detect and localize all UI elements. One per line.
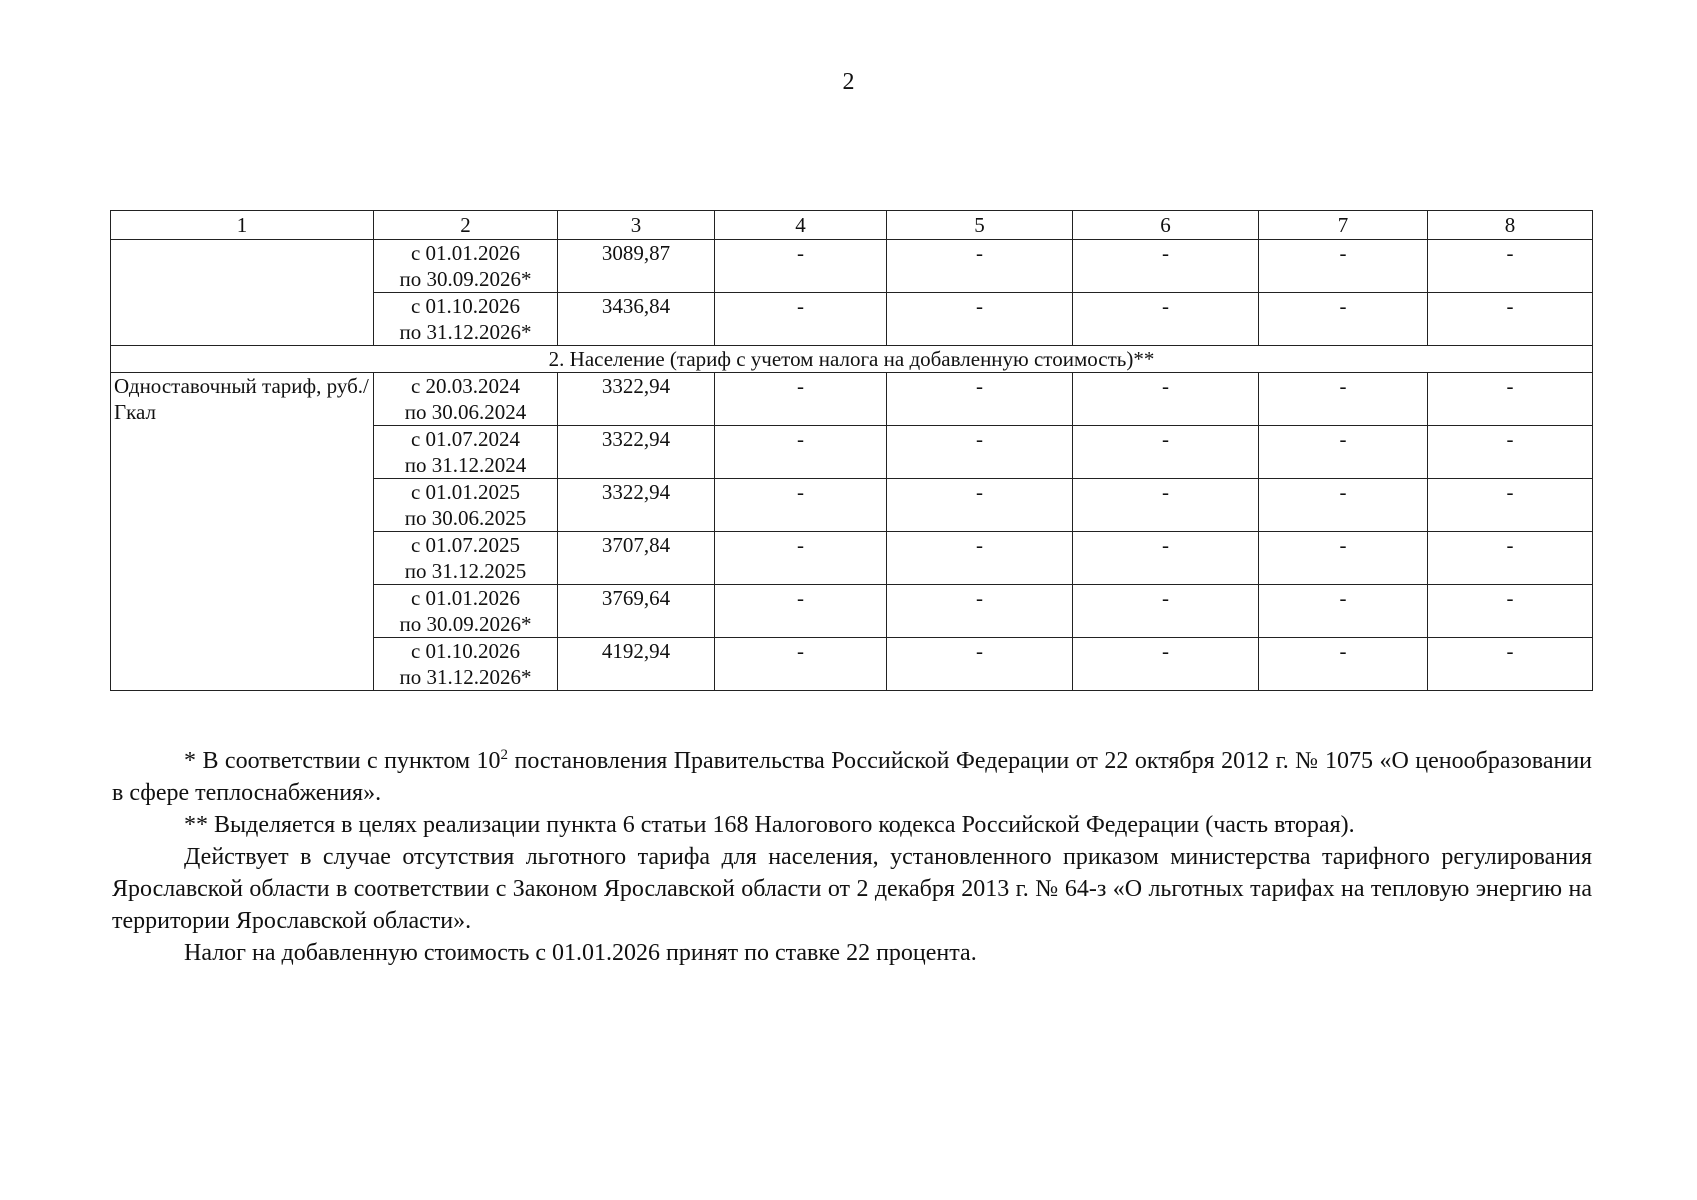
footnote-4: Налог на добавленную стоимость с 01.01.2026 принят по ставке 22 процента. bbox=[184, 940, 977, 966]
period-from: с 01.10.2026 bbox=[410, 294, 521, 318]
period-cell bbox=[374, 373, 558, 426]
dash-cell: - bbox=[887, 240, 1073, 293]
period-from: с 01.01.2025 bbox=[410, 480, 521, 504]
dash-cell: - bbox=[1073, 373, 1259, 426]
dash-cell: - bbox=[1259, 479, 1428, 532]
period-from: с 01.01.2026 bbox=[410, 241, 521, 265]
dash-cell: - bbox=[715, 293, 887, 346]
dash-cell: - bbox=[1259, 585, 1428, 638]
tariff-value: 3322,94 bbox=[558, 373, 715, 426]
dash-cell: - bbox=[887, 293, 1073, 346]
dash-cell: - bbox=[887, 638, 1073, 691]
dash-cell: - bbox=[1073, 479, 1259, 532]
column-number-header: 6 bbox=[1073, 211, 1259, 240]
dash-cell: - bbox=[1259, 293, 1428, 346]
tariff-value: 3089,87 bbox=[558, 240, 715, 293]
dash-cell: - bbox=[1428, 479, 1593, 532]
dash-cell: - bbox=[715, 585, 887, 638]
column-number-header: 4 bbox=[715, 211, 887, 240]
dash-cell: - bbox=[715, 532, 887, 585]
dash-cell: - bbox=[1073, 426, 1259, 479]
dash-cell: - bbox=[1073, 240, 1259, 293]
dash-cell: - bbox=[1259, 426, 1428, 479]
dash-cell: - bbox=[887, 532, 1073, 585]
period-from: с 01.01.2026 bbox=[410, 586, 521, 610]
dash-cell: - bbox=[715, 638, 887, 691]
column-number-header: 7 bbox=[1259, 211, 1428, 240]
period-from: с 01.10.2026 bbox=[410, 639, 521, 663]
dash-cell: - bbox=[1428, 638, 1593, 691]
dash-cell: - bbox=[887, 373, 1073, 426]
dash-cell: - bbox=[715, 426, 887, 479]
dash-cell: - bbox=[1428, 585, 1593, 638]
footnote-1-superscript: 2 bbox=[500, 747, 509, 763]
footnote-1 bbox=[112, 745, 1592, 809]
tariff-table-body bbox=[111, 211, 1593, 691]
period-cell bbox=[374, 532, 558, 585]
section-title: 2. Население (тариф с учетом налога на добавленную стоимость)** bbox=[111, 346, 1593, 373]
tariff-value: 4192,94 bbox=[558, 638, 715, 691]
period-to: по 30.09.2026* bbox=[399, 612, 532, 636]
dash-cell: - bbox=[887, 426, 1073, 479]
period-from: с 01.07.2025 bbox=[410, 533, 521, 557]
column-number-header: 2 bbox=[374, 211, 558, 240]
period-to: по 31.12.2026* bbox=[399, 665, 532, 689]
period-from: с 01.07.2024 bbox=[410, 427, 521, 451]
column-number-header: 1 bbox=[111, 211, 374, 240]
dash-cell: - bbox=[1428, 293, 1593, 346]
column-number-header: 5 bbox=[887, 211, 1073, 240]
column-number-header: 3 bbox=[558, 211, 715, 240]
period-to: по 30.06.2024 bbox=[404, 400, 527, 424]
empty-category-cell bbox=[111, 240, 374, 346]
period-cell bbox=[374, 585, 558, 638]
column-number-row bbox=[111, 211, 1593, 240]
footnote-3: Действует в случае отсутствия льготного тарифа для населения, установленного приказом министерства тарифного регулирования Ярославской области в соответствии с Законом Ярославской области от 2 декабря 2013 г. № 64-з «О льготных тарифах на тепловую энергию на территории Ярославской области». bbox=[112, 844, 1592, 934]
period-to: по 31.12.2026* bbox=[399, 320, 532, 344]
footnote-1-start: * В соответствии с пунктом 10 bbox=[184, 748, 501, 774]
tariff-value: 3322,94 bbox=[558, 426, 715, 479]
period-to: по 30.09.2026* bbox=[399, 267, 532, 291]
dash-cell: - bbox=[1428, 426, 1593, 479]
dash-cell: - bbox=[1259, 373, 1428, 426]
period-to: по 30.06.2025 bbox=[404, 506, 527, 530]
dash-cell: - bbox=[715, 240, 887, 293]
page-number: 2 bbox=[842, 69, 855, 95]
dash-cell: - bbox=[887, 585, 1073, 638]
period-from: с 20.03.2024 bbox=[410, 374, 521, 398]
period-cell bbox=[374, 293, 558, 346]
dash-cell: - bbox=[1259, 532, 1428, 585]
dash-cell: - bbox=[1428, 240, 1593, 293]
table-row bbox=[111, 373, 1593, 426]
dash-cell: - bbox=[1073, 638, 1259, 691]
footnotes bbox=[112, 745, 1592, 969]
period-to: по 31.12.2024 bbox=[404, 453, 527, 477]
dash-cell: - bbox=[1073, 585, 1259, 638]
tariff-table bbox=[110, 210, 1593, 691]
tariff-value: 3436,84 bbox=[558, 293, 715, 346]
dash-cell: - bbox=[715, 373, 887, 426]
tariff-value: 3769,64 bbox=[558, 585, 715, 638]
table-row bbox=[111, 240, 1593, 293]
period-cell bbox=[374, 479, 558, 532]
period-cell bbox=[374, 426, 558, 479]
period-cell bbox=[374, 638, 558, 691]
dash-cell: - bbox=[715, 479, 887, 532]
period-cell bbox=[374, 240, 558, 293]
dash-cell: - bbox=[887, 479, 1073, 532]
footnote-2: ** Выделяется в целях реализации пункта 6 статьи 168 Налогового кодекса Российской Федерации (часть вторая). bbox=[184, 812, 1355, 838]
dash-cell: - bbox=[1259, 638, 1428, 691]
dash-cell: - bbox=[1073, 532, 1259, 585]
column-number-header: 8 bbox=[1428, 211, 1593, 240]
tariff-category: Одноставочный тариф, руб./Гкал bbox=[111, 373, 374, 691]
dash-cell: - bbox=[1428, 532, 1593, 585]
footnote-1-end: постановления Правительства Российской Федерации от 22 октября 2012 г. № 1075 «О ценообразовании в сфере теплоснабжения». bbox=[112, 748, 1593, 806]
dash-cell: - bbox=[1259, 240, 1428, 293]
dash-cell: - bbox=[1428, 373, 1593, 426]
section-title-row bbox=[111, 346, 1593, 373]
tariff-value: 3322,94 bbox=[558, 479, 715, 532]
period-to: по 31.12.2025 bbox=[404, 559, 527, 583]
dash-cell: - bbox=[1073, 293, 1259, 346]
tariff-value: 3707,84 bbox=[558, 532, 715, 585]
